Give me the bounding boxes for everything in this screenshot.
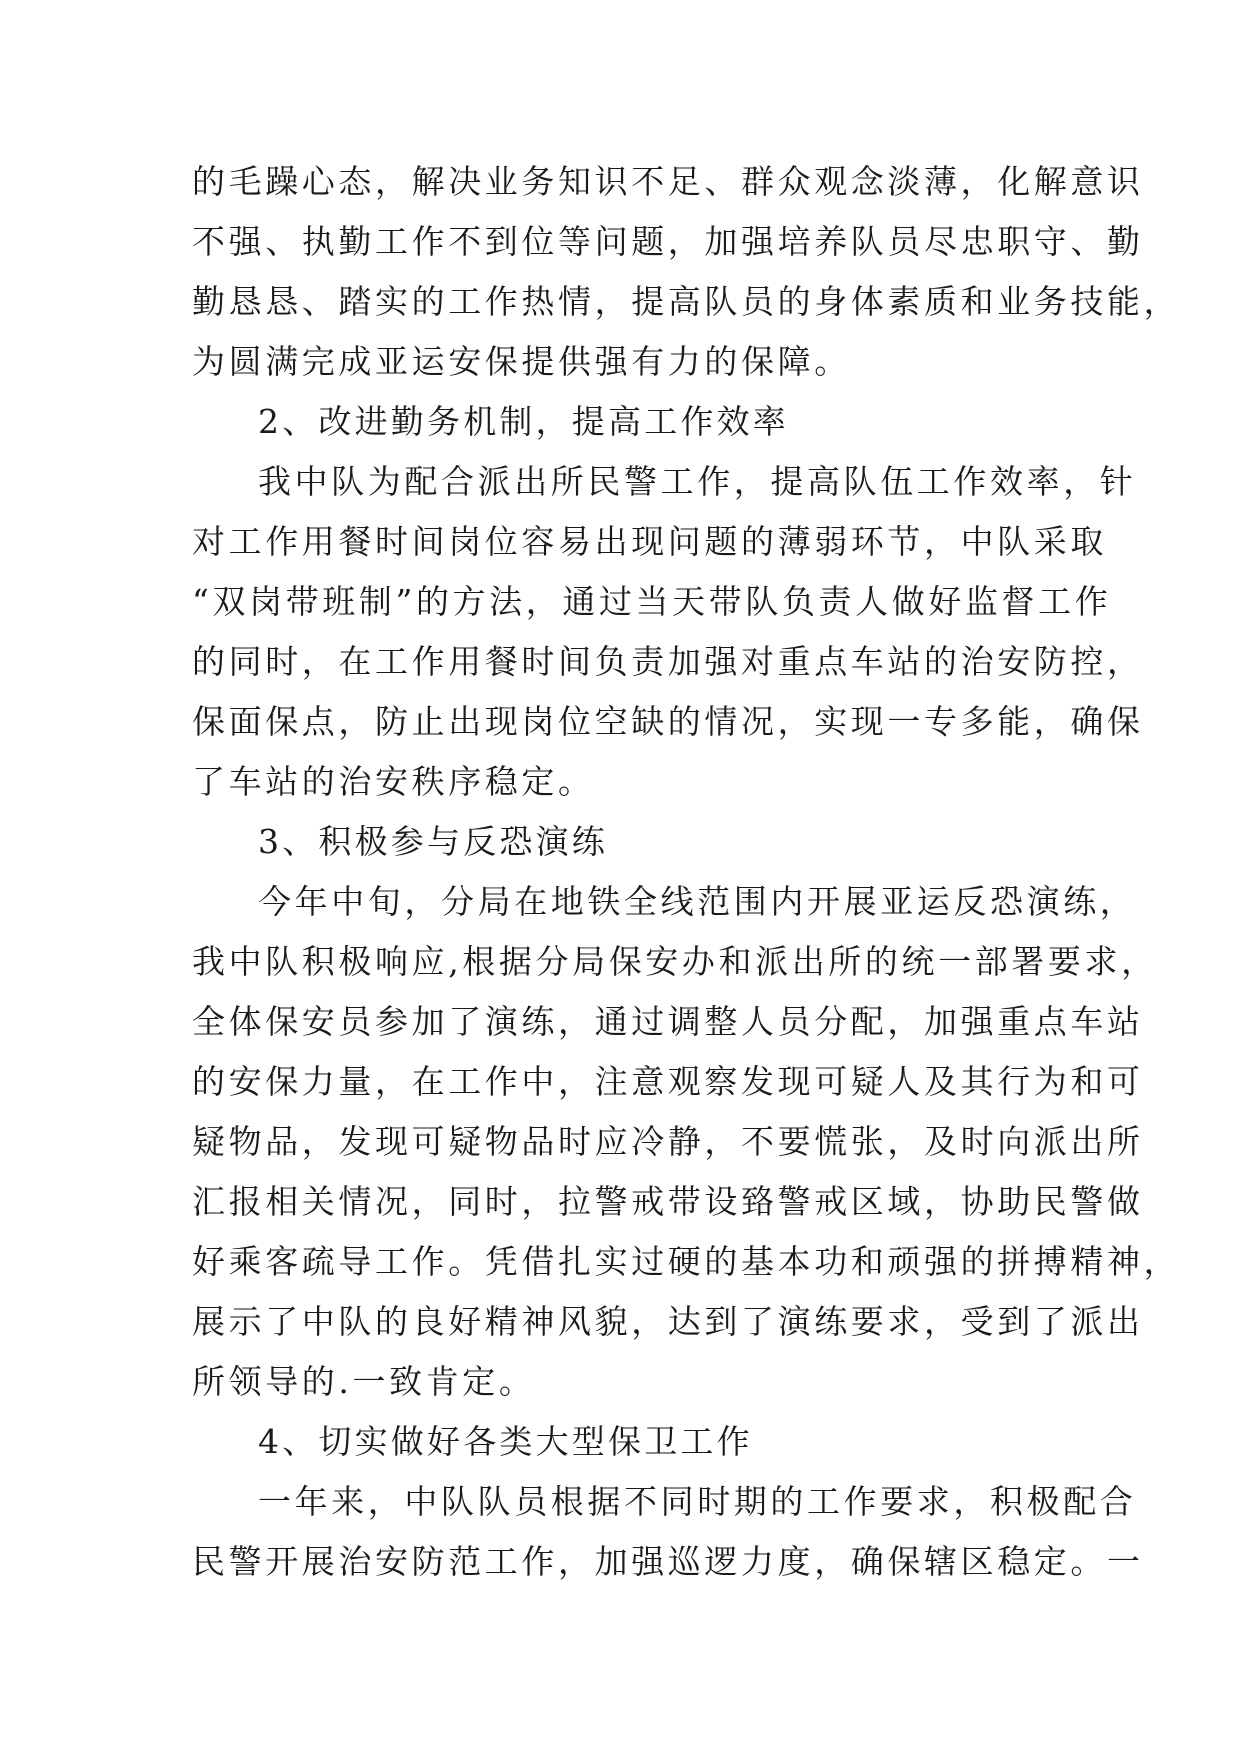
- body-paragraph: [192, 152, 1181, 392]
- text-line: 的同时，在工作用餐时间负责加强对重点车站的治安防控，: [192, 642, 1144, 681]
- text-line: 我中队积极响应,根据分局保安办和派出所的统一部署要求，: [192, 942, 1158, 981]
- text-line: 不强、执勤工作不到位等问题，加强培养队员尽忠职守、勤: [192, 222, 1144, 261]
- document-page: [192, 152, 1181, 1592]
- text-line: 勤恳恳、踏实的工作热情，提高队员的身体素质和业务技能，: [192, 282, 1181, 321]
- text-line: 为圆满完成亚运安保提供强有力的保障。: [192, 342, 851, 381]
- text-line: 我中队为配合派出所民警工作，提高队伍工作效率，针: [258, 462, 1137, 501]
- text-line: 保面保点，防止出现岗位空缺的情况，实现一专多能，确保: [192, 702, 1144, 741]
- text-line: 全体保安员参加了演练，通过调整人员分配，加强重点车站: [192, 1002, 1144, 1041]
- text-line: 的毛躁心态，解决业务知识不足、群众观念淡薄，化解意识: [192, 162, 1144, 201]
- text-line: 一年来，中队队员根据不同时期的工作要求，积极配合: [258, 1482, 1137, 1521]
- text-line: 对工作用餐时间岗位容易出现问题的薄弱环节，中队采取: [192, 522, 1107, 561]
- section-heading: 3、积极参与反恐演练: [258, 822, 608, 861]
- body-paragraph: [192, 1472, 1144, 1592]
- body-paragraph: [192, 872, 1181, 1412]
- text-line: 所领导的.一致肯定。: [192, 1362, 536, 1401]
- text-line: 民警开展治安防范工作，加强巡逻力度，确保辖区稳定。一: [192, 1542, 1144, 1581]
- text-line: 汇报相关情况，同时，拉警戒带设臵警戒区域，协助民警做: [192, 1182, 1144, 1221]
- body-paragraph: [192, 452, 1144, 812]
- text-line: “双岗带班制”的方法，通过当天带队负责人做好监督工作: [192, 582, 1112, 621]
- section-heading: 2、改进勤务机制，提高工作效率: [258, 402, 789, 441]
- text-line: 展示了中队的良好精神风貌，达到了演练要求，受到了派出: [192, 1302, 1144, 1341]
- text-line: 今年中旬，分局在地铁全线范围内开展亚运反恐演练，: [258, 882, 1137, 921]
- text-line: 的安保力量，在工作中，注意观察发现可疑人及其行为和可: [192, 1062, 1144, 1101]
- section-heading: 4、切实做好各类大型保卫工作: [258, 1422, 753, 1461]
- text-line: 了车站的治安秩序稳定。: [192, 762, 595, 801]
- text-line: 好乘客疏导工作。凭借扎实过硬的基本功和顽强的拼搏精神，: [192, 1242, 1181, 1281]
- text-line: 疑物品，发现可疑物品时应冷静，不要慌张，及时向派出所: [192, 1122, 1144, 1161]
